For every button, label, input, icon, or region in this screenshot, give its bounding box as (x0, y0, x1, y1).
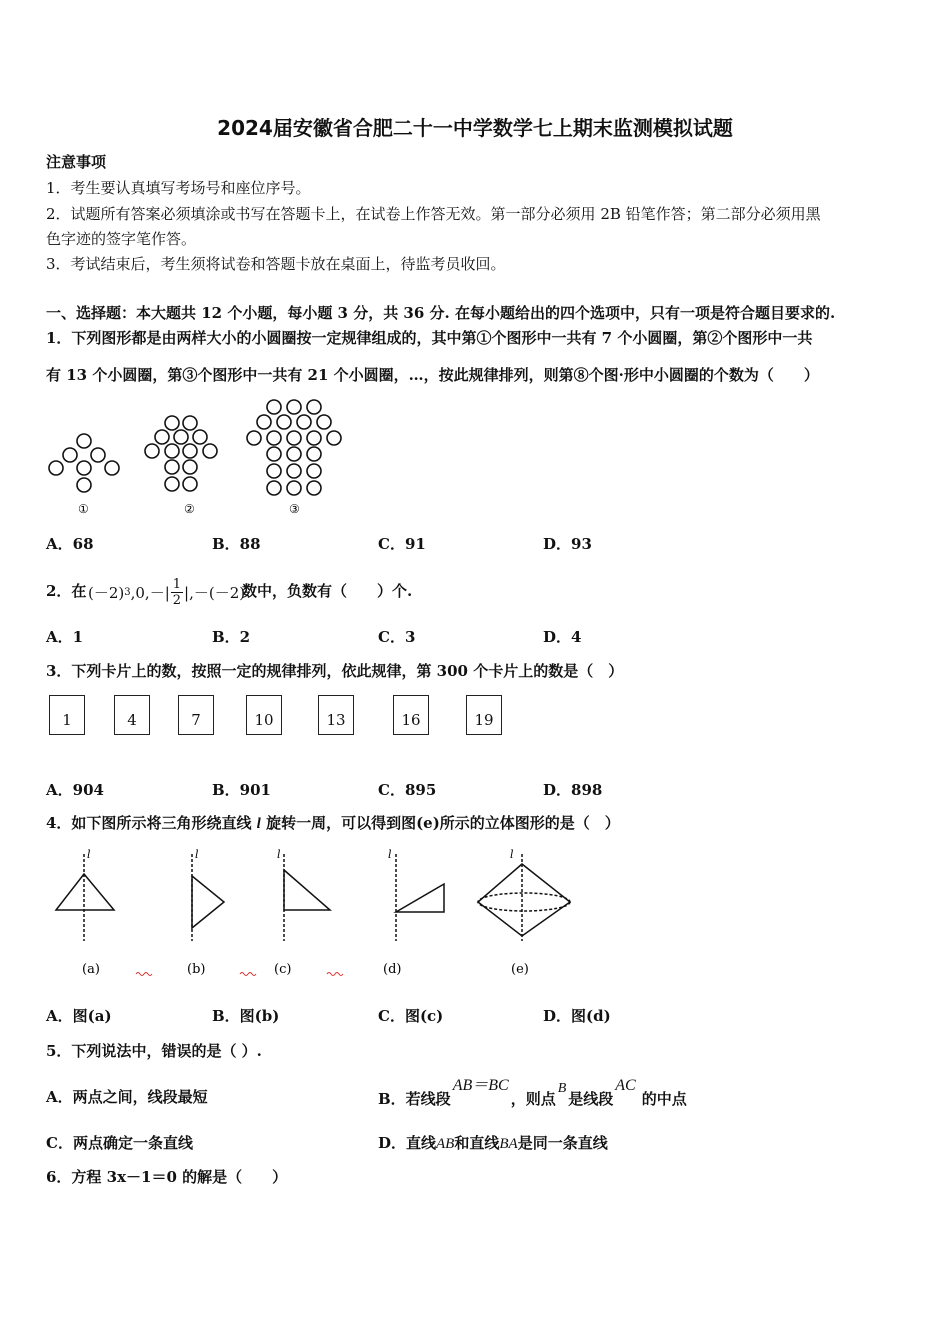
q4-axis-label-b: l (195, 848, 199, 861)
q3-option-c[interactable]: C．895 (378, 781, 437, 799)
q4-text-a: 4．如下图所示将三角形绕直线 (46, 814, 257, 832)
notice-item-2: 2．试题所有答案必须填涂或书写在答题卡上，在试卷上作答无效。第一部分必须用 2B 铅笔作答；第二部分必须用黑 (46, 205, 821, 223)
q4-fig-label-e: (e) (511, 962, 529, 977)
q5-option-c[interactable]: C．两点确定一条直线 (46, 1134, 193, 1152)
q2-fraction (171, 577, 183, 608)
q4-option-b[interactable]: B．图(b) (212, 1007, 280, 1025)
q5-optd-ba: BA (499, 1136, 518, 1152)
q2-expr-exp: 3 (124, 586, 131, 598)
q2-option-a[interactable]: A．1 (46, 628, 84, 646)
q3-option-d[interactable]: D．898 (543, 781, 603, 799)
q3-card-5: 13 (318, 695, 354, 735)
q4-text (46, 812, 620, 833)
q5-optb-eq: AB＝BC (452, 1077, 509, 1094)
q1-fig-label-2: ② (184, 502, 195, 516)
q4-axis-label-e: l (510, 848, 514, 861)
q1-line1: 1．下列图形都是由两样大小的小圆圈按一定规律组成的，其中第①个图形中一共有 7 个小圆圈，第②个图形中一共 (46, 329, 813, 347)
notice-item-2-cont: 色字迹的签字笔作答。 (46, 230, 197, 248)
q1-option-a[interactable]: A．68 (46, 535, 94, 553)
q3-card-6: 16 (393, 695, 429, 735)
q4-fig-label-b: (b) (187, 962, 206, 977)
q5-optb-pre: B．若线段 (378, 1090, 451, 1108)
q4-option-c[interactable]: C．图(c) (378, 1007, 444, 1025)
q2-expr-b: ,0,－| (130, 583, 170, 602)
q4-axis-label-c: l (277, 848, 281, 861)
q1-circle-figure (44, 395, 350, 520)
q4-fig-label-a: (a) (82, 962, 100, 977)
q3-card-4: 10 (246, 695, 282, 735)
q5-optd-mid: 和直线 (454, 1134, 500, 1152)
notice-item-1: 1．考生要认真填写考场号和座位序号。 (46, 179, 311, 197)
q3-option-a[interactable]: A．904 (46, 781, 104, 799)
q4-fig-label-c: (c) (274, 962, 292, 977)
notice-item-3: 3．考试结束后，考生须将试卷和答题卡放在桌面上，待监考员收回。 (46, 255, 506, 273)
q6-text: 6．方程 3x－1＝0 的解是（ ） (46, 1168, 288, 1186)
q2-expr-a: (－2) (88, 583, 125, 602)
q5-option-d[interactable] (378, 1132, 608, 1153)
q4-text-l: l (256, 816, 261, 832)
q4-axis-label-a: l (87, 848, 91, 861)
q3-text: 3．下列卡片上的数，按照一定的规律排列，依此规律，第 300 个卡片上的数是（ ） (46, 662, 624, 680)
q1-fig-label-1: ① (78, 502, 89, 516)
q3-card-7: 19 (466, 695, 502, 735)
q2-option-c[interactable]: C．3 (378, 628, 416, 646)
q3-card-1: 1 (49, 695, 85, 735)
q5-optd-pre: D．直线 (378, 1134, 437, 1152)
q4-fig-label-d: (d) (383, 962, 402, 977)
q4-rotation-figure (44, 846, 584, 981)
q5-optb-post: 的中点 (641, 1090, 687, 1108)
q5-option-b[interactable] (378, 1073, 687, 1109)
q4-option-d[interactable]: D．图(d) (543, 1007, 611, 1025)
q4-axis-label-d: l (388, 848, 392, 861)
q2-option-d[interactable]: D．4 (543, 628, 582, 646)
q3-option-b[interactable]: B．901 (212, 781, 271, 799)
q3-card-3: 7 (178, 695, 214, 735)
q3-card-2: 4 (114, 695, 150, 735)
q5-optb-seg: AC (615, 1077, 636, 1094)
q1-fig-label-3: ③ (289, 502, 300, 516)
q2-expression (88, 572, 245, 612)
q5-optd-ab: AB (436, 1136, 455, 1152)
q5-optb-pt: B (557, 1081, 567, 1096)
q5-optb-mid: ，则点 (510, 1090, 556, 1108)
q2-frac-den: 2 (172, 592, 182, 608)
q5-optd-post: 是同一条直线 (517, 1134, 608, 1152)
q1-line2: 有 13 个小圆圈，第③个图形中一共有 21 个小圆圈，…，按此规律排列，则第⑧个图·形中小圆圈的个数为（ ） (46, 366, 819, 384)
q5-optb-mid2: 是线段 (568, 1090, 614, 1108)
q4-option-a[interactable]: A．图(a) (46, 1007, 112, 1025)
q2-option-b[interactable]: B．2 (212, 628, 251, 646)
page-title: 2024届安徽省合肥二十一中学数学七上期末监测模拟试题 (217, 116, 733, 140)
q2-suffix: 数中，负数有（ ）个. (242, 582, 413, 600)
q1-option-d[interactable]: D．93 (543, 535, 592, 553)
q2-frac-num: 1 (172, 576, 182, 592)
q2-expr-c: |,－(－2) (184, 583, 246, 602)
q5-option-a[interactable]: A．两点之间，线段最短 (46, 1088, 208, 1106)
q2-prefix: 2．在 (46, 582, 87, 600)
q1-option-c[interactable]: C．91 (378, 535, 426, 553)
q1-option-b[interactable]: B．88 (212, 535, 261, 553)
q4-text-b: 旋转一周，可以得到图(e)所示的立体图形的是（ ） (260, 814, 620, 832)
section-heading: 一、选择题：本大题共 12 个小题，每小题 3 分，共 36 分. 在每小题给出的四个选项中，只有一项是符合题目要求的. (46, 304, 836, 322)
q5-text: 5．下列说法中，错误的是（ ）. (46, 1042, 262, 1060)
notice-heading: 注意事项 (46, 153, 107, 171)
